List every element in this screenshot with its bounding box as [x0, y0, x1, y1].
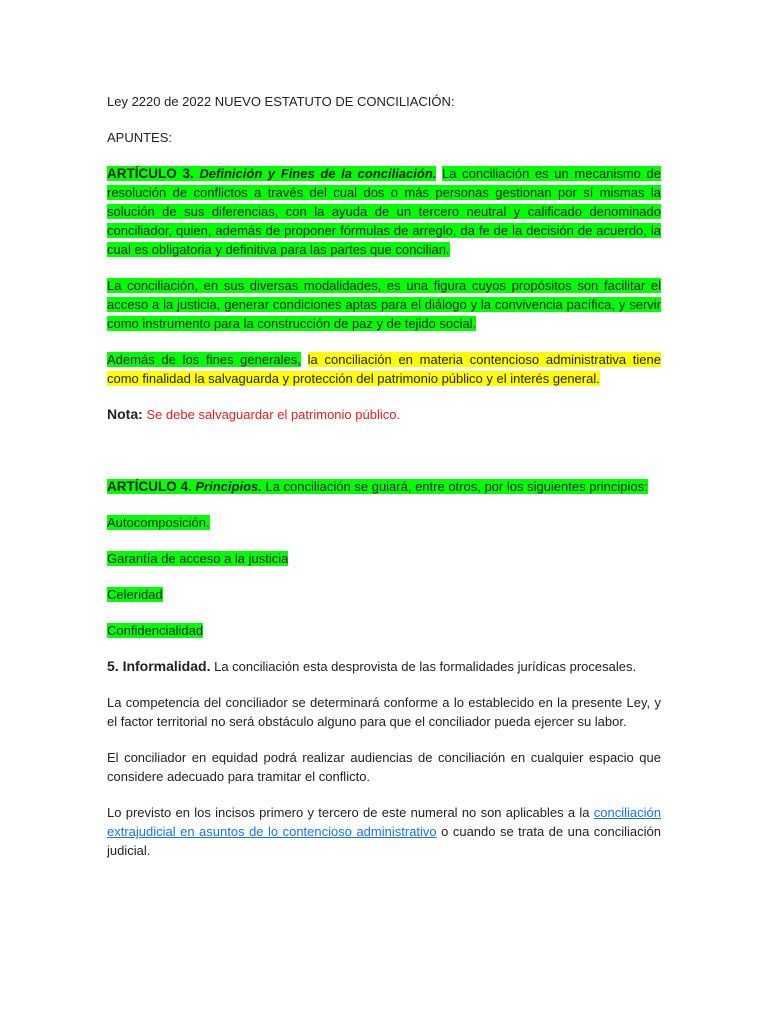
article-3-paragraph-3: Además de los fines generales, la conciliación en materia contencioso administrativa tiene como finalidad la salvaguarda y protección del patrimonio público y el interés general.	[107, 352, 661, 386]
note-text: Se debe salvaguardar el patrimonio público.	[146, 407, 401, 422]
principle-item: Confidencialidad	[107, 623, 204, 638]
document-title: Ley 2220 de 2022 NUEVO ESTATUTO DE CONCILIACIÓN:	[107, 94, 455, 109]
conciliador-equidad-paragraph: El conciliador en equidad podrá realizar audiencias de conciliación en cualquier espacio que considere adecuado para tramitar el conflicto.	[107, 750, 661, 784]
article-4-heading: ARTÍCULO 4.	[107, 479, 192, 494]
principle-item: Autocomposición.	[107, 515, 210, 530]
article-3-paragraph-1	[107, 164, 661, 259]
article-4-intro: La conciliación se guiará, entre otros, por los siguientes principios:	[265, 479, 648, 494]
informalidad-heading: 5. Informalidad.	[107, 658, 211, 674]
note-paragraph	[107, 405, 661, 424]
article-3-definition: La conciliación es un mecanismo de resolución de conflictos a través del cual dos o más personas gestionan por sí mismas la solución de sus diferencias, con la ayuda de un tercero neutral y calificado denominado conciliador, quien, además de proponer fórmulas de arreglo, da fe de la decisión de acuerdo, la cual es obligatoria y definitiva para las partes que concilian.	[107, 166, 661, 257]
incisos-paragraph: Lo previsto en los incisos primero y tercero de este numeral no son aplicables a la conciliación extrajudicial en asuntos de lo contencioso administrativo o cuando se trata de una conciliación judicial.	[107, 805, 661, 858]
informalidad-text: La conciliación esta desprovista de las formalidades jurídicas procesales.	[214, 659, 637, 674]
article-3-paragraph-2: La conciliación, en sus diversas modalidades, es una figura cuyos propósitos son facilitar el acceso a la justicia, generar condiciones aptas para el diálogo y la convivencia pacífica, y servir como instrumento para la construcción de paz y de tejido social.	[107, 278, 661, 331]
informalidad-paragraph	[107, 657, 661, 676]
article-4-title: Principios.	[195, 479, 262, 494]
document-page	[107, 92, 661, 877]
contencioso-administrativo-link[interactable]: conciliación extrajudicial en asuntos de lo contencioso administrativo	[107, 805, 661, 839]
competencia-paragraph: La competencia del conciliador se determinará conforme a lo establecido en la presente Ley, y el factor territorial no será obstáculo alguno para que el conciliador pueda ejercer su labor.	[107, 695, 661, 729]
principle-item: Celeridad	[107, 587, 163, 602]
article-4-paragraph	[107, 477, 661, 496]
principle-item: Garantía de acceso a la justicia	[107, 551, 289, 566]
article-3-heading: ARTÍCULO 3. Definición y Fines de la conciliación.	[107, 166, 437, 181]
notes-label: APUNTES:	[107, 130, 173, 145]
note-label: Nota:	[107, 406, 143, 422]
spacer	[107, 441, 661, 477]
